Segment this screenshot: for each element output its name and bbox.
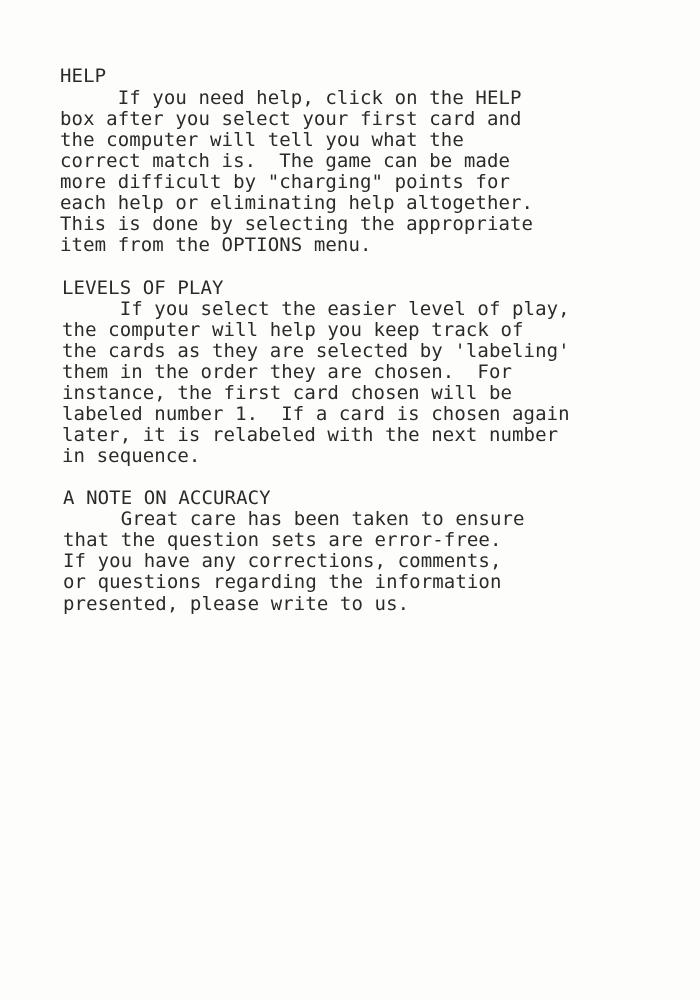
help-paragraph-line: box after you select your first card and bbox=[60, 108, 522, 130]
help-paragraph-line: item from the OPTIONS menu. bbox=[60, 234, 372, 256]
levels-paragraph-line: the computer will help you keep track of bbox=[62, 319, 524, 341]
levels-paragraph-line: later, it is relabeled with the next number bbox=[62, 424, 559, 446]
levels-paragraph-line: If you select the easier level of play, bbox=[62, 298, 570, 320]
levels-paragraph-line: labeled number 1. If a card is chosen again bbox=[62, 403, 570, 425]
levels-paragraph-line: the cards as they are selected by 'labeling' bbox=[62, 340, 570, 362]
accuracy-paragraph-line: or questions regarding the information bbox=[63, 571, 502, 593]
help-paragraph-line: the computer will tell you what the bbox=[60, 129, 464, 151]
accuracy-paragraph-line: Great care has been taken to ensure bbox=[63, 508, 525, 530]
help-paragraph-line: This is done by selecting the appropriate bbox=[60, 213, 534, 235]
levels-of-play-heading: LEVELS OF PLAY bbox=[62, 277, 224, 299]
levels-paragraph-line: them in the order they are chosen. For bbox=[62, 361, 513, 383]
accuracy-note-heading: A NOTE ON ACCURACY bbox=[63, 487, 271, 509]
help-paragraph-line: If you need help, click on the HELP bbox=[60, 87, 522, 109]
help-paragraph-line: each help or eliminating help altogether. bbox=[60, 192, 534, 214]
help-paragraph-line: more difficult by "charging" points for bbox=[60, 171, 511, 193]
help-heading: HELP bbox=[60, 65, 107, 87]
levels-paragraph-line: in sequence. bbox=[62, 445, 201, 467]
levels-paragraph-line: instance, the first card chosen will be bbox=[62, 382, 513, 404]
accuracy-paragraph-line: presented, please write to us. bbox=[63, 593, 410, 615]
accuracy-paragraph-line: If you have any corrections, comments, bbox=[63, 550, 502, 572]
help-paragraph-line: correct match is. The game can be made bbox=[60, 150, 511, 172]
accuracy-paragraph-line: that the question sets are error-free. bbox=[63, 529, 502, 551]
